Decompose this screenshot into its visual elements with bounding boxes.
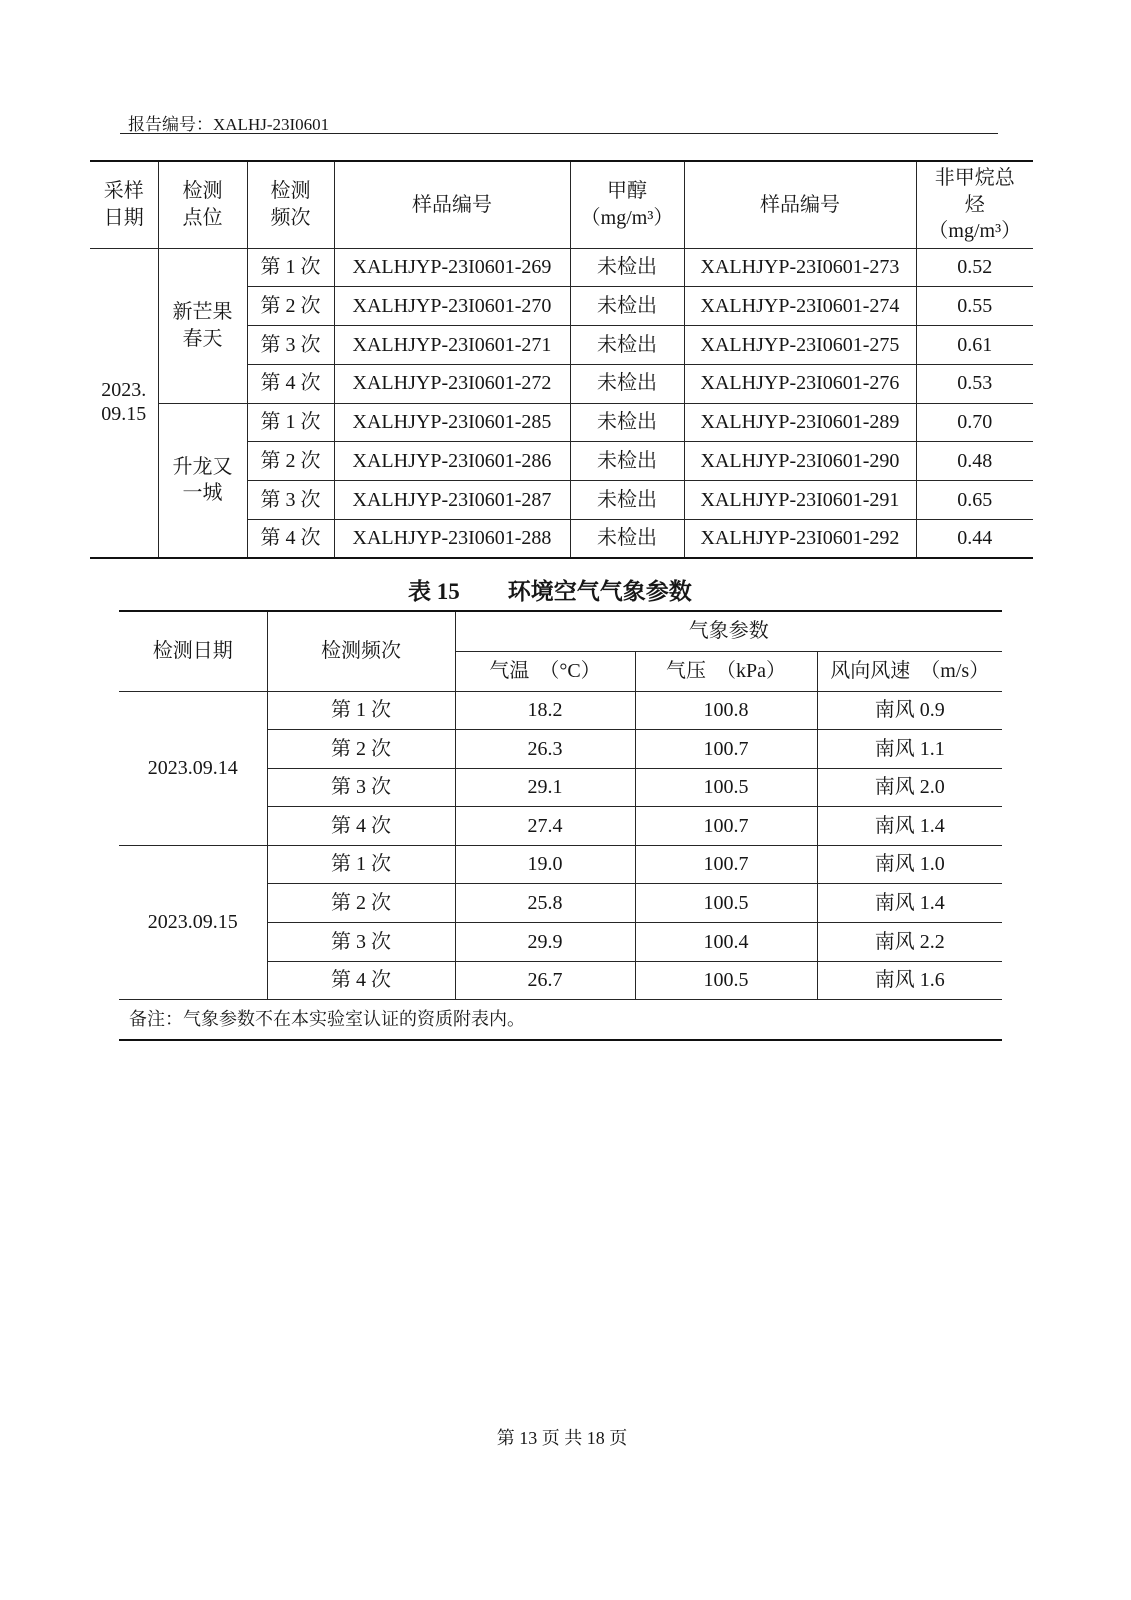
pressure-cell: 100.7 bbox=[635, 730, 817, 769]
methanol-value-cell: 未检出 bbox=[570, 442, 684, 481]
header-weather-parameters: 气象参数 bbox=[455, 611, 1002, 651]
sampling-date-cell-text: 2023.09.15 bbox=[101, 379, 147, 426]
pressure-cell: 100.8 bbox=[635, 691, 817, 730]
table-header-row bbox=[90, 161, 1033, 248]
frequency-cell: 第 2 次 bbox=[267, 730, 455, 769]
nmhc-sample-id-cell: XALHJYP-23I0601-290 bbox=[684, 442, 916, 481]
header-sampling-date bbox=[90, 161, 158, 248]
nmhc-value-cell: 0.55 bbox=[916, 287, 1033, 326]
temperature-cell: 26.3 bbox=[455, 730, 635, 769]
header-temperature: 气温 （°C） bbox=[455, 651, 635, 691]
table-row bbox=[119, 691, 1002, 730]
sampling-date-cell bbox=[90, 248, 158, 558]
frequency-cell: 第 4 次 bbox=[267, 807, 455, 846]
temperature-cell: 19.0 bbox=[455, 845, 635, 884]
wind-cell: 南风 1.6 bbox=[817, 961, 1002, 1000]
frequency-cell: 第 1 次 bbox=[267, 845, 455, 884]
remark-row bbox=[119, 1000, 1002, 1040]
temperature-cell: 29.1 bbox=[455, 768, 635, 807]
methanol-sample-id-cell: XALHJYP-23I0601-285 bbox=[334, 403, 570, 442]
table-title: 环境空气气象参数 bbox=[507, 579, 692, 604]
methanol-sample-id-cell: XALHJYP-23I0601-271 bbox=[334, 326, 570, 365]
frequency-cell: 第 2 次 bbox=[247, 287, 334, 326]
table-number: 表 15 bbox=[408, 579, 460, 604]
remark-cell: 备注：气象参数不在本实验室认证的资质附表内。 bbox=[119, 1000, 1002, 1040]
methanol-value-cell: 未检出 bbox=[570, 287, 684, 326]
header-test-frequency: 检测频次 bbox=[267, 611, 455, 691]
report-number: 报告编号：XALHJ-23I0601 bbox=[128, 115, 330, 134]
header-pressure: 气压 （kPa） bbox=[635, 651, 817, 691]
nmhc-sample-id-cell: XALHJYP-23I0601-276 bbox=[684, 364, 916, 403]
table-row bbox=[90, 248, 1033, 287]
frequency-cell: 第 3 次 bbox=[247, 481, 334, 520]
wind-cell: 南风 1.0 bbox=[817, 845, 1002, 884]
pressure-cell: 100.4 bbox=[635, 923, 817, 962]
frequency-cell: 第 4 次 bbox=[247, 364, 334, 403]
frequency-cell: 第 3 次 bbox=[267, 923, 455, 962]
header-sample-id: 样品编号 bbox=[334, 161, 570, 248]
header-methanol-name: 甲醇 bbox=[607, 180, 647, 203]
temperature-cell: 26.7 bbox=[455, 961, 635, 1000]
pressure-cell: 100.7 bbox=[635, 807, 817, 846]
frequency-cell: 第 3 次 bbox=[267, 768, 455, 807]
header-wind: 风向风速 （m/s） bbox=[817, 651, 1002, 691]
test-date-cell: 2023.09.15 bbox=[119, 845, 267, 999]
header-sample-id-2: 样品编号 bbox=[684, 161, 916, 248]
table-header-row bbox=[119, 611, 1002, 651]
weather-parameters-body bbox=[119, 691, 1002, 1040]
temperature-cell: 18.2 bbox=[455, 691, 635, 730]
frequency-cell: 第 1 次 bbox=[247, 403, 334, 442]
methanol-value-cell: 未检出 bbox=[570, 403, 684, 442]
header-nmhc bbox=[916, 161, 1033, 248]
methanol-value-cell: 未检出 bbox=[570, 481, 684, 520]
frequency-cell: 第 1 次 bbox=[267, 691, 455, 730]
sampling-point-cell-text: 升龙又一城 bbox=[172, 455, 233, 505]
pressure-cell: 100.5 bbox=[635, 768, 817, 807]
nmhc-sample-id-cell: XALHJYP-23I0601-275 bbox=[684, 326, 916, 365]
vocs-results-table bbox=[90, 160, 1033, 559]
sampling-point-cell-text: 新芒果春天 bbox=[172, 301, 233, 350]
header-sampling-date-text: 采样日期 bbox=[103, 180, 144, 229]
nmhc-value-cell: 0.44 bbox=[916, 519, 1033, 558]
methanol-sample-id-cell: XALHJYP-23I0601-269 bbox=[334, 248, 570, 287]
nmhc-value-cell: 0.61 bbox=[916, 326, 1033, 365]
nmhc-sample-id-cell: XALHJYP-23I0601-273 bbox=[684, 248, 916, 287]
frequency-cell: 第 2 次 bbox=[267, 884, 455, 923]
vocs-results-body bbox=[90, 248, 1033, 558]
methanol-value-cell: 未检出 bbox=[570, 519, 684, 558]
frequency-cell: 第 1 次 bbox=[247, 248, 334, 287]
temperature-cell: 25.8 bbox=[455, 884, 635, 923]
header-sampling-point bbox=[158, 161, 247, 248]
header-methanol bbox=[570, 161, 684, 248]
nmhc-value-cell: 0.53 bbox=[916, 364, 1033, 403]
pressure-cell: 100.7 bbox=[635, 845, 817, 884]
methanol-value-cell: 未检出 bbox=[570, 364, 684, 403]
methanol-sample-id-cell: XALHJYP-23I0601-288 bbox=[334, 519, 570, 558]
methanol-sample-id-cell: XALHJYP-23I0601-272 bbox=[334, 364, 570, 403]
frequency-cell: 第 3 次 bbox=[247, 326, 334, 365]
header-sampling-point-text: 检测点位 bbox=[182, 180, 223, 229]
page-number: 第 13 页 共 18 页 bbox=[496, 1428, 628, 1448]
wind-cell: 南风 1.4 bbox=[817, 884, 1002, 923]
wind-cell: 南风 1.4 bbox=[817, 807, 1002, 846]
table-15-caption bbox=[408, 573, 692, 606]
methanol-value-cell: 未检出 bbox=[570, 248, 684, 287]
wind-cell: 南风 2.2 bbox=[817, 923, 1002, 962]
weather-parameters-table bbox=[119, 610, 1002, 1041]
nmhc-sample-id-cell: XALHJYP-23I0601-291 bbox=[684, 481, 916, 520]
nmhc-sample-id-cell: XALHJYP-23I0601-274 bbox=[684, 287, 916, 326]
methanol-sample-id-cell: XALHJYP-23I0601-270 bbox=[334, 287, 570, 326]
nmhc-value-cell: 0.52 bbox=[916, 248, 1033, 287]
header-methanol-unit: （mg/m³） bbox=[580, 206, 674, 229]
nmhc-value-cell: 0.65 bbox=[916, 481, 1033, 520]
nmhc-value-cell: 0.48 bbox=[916, 442, 1033, 481]
wind-cell: 南风 2.0 bbox=[817, 768, 1002, 807]
frequency-cell: 第 4 次 bbox=[247, 519, 334, 558]
sampling-point-cell bbox=[158, 248, 247, 403]
pressure-cell: 100.5 bbox=[635, 884, 817, 923]
wind-cell: 南风 0.9 bbox=[817, 691, 1002, 730]
methanol-sample-id-cell: XALHJYP-23I0601-287 bbox=[334, 481, 570, 520]
header-frequency bbox=[247, 161, 334, 248]
sampling-point-cell bbox=[158, 403, 247, 558]
header-divider bbox=[120, 133, 998, 134]
wind-cell: 南风 1.1 bbox=[817, 730, 1002, 769]
frequency-cell: 第 4 次 bbox=[267, 961, 455, 1000]
methanol-sample-id-cell: XALHJYP-23I0601-286 bbox=[334, 442, 570, 481]
nmhc-sample-id-cell: XALHJYP-23I0601-292 bbox=[684, 519, 916, 558]
nmhc-sample-id-cell: XALHJYP-23I0601-289 bbox=[684, 403, 916, 442]
methanol-value-cell: 未检出 bbox=[570, 326, 684, 365]
pressure-cell: 100.5 bbox=[635, 961, 817, 1000]
header-nmhc-name: 非甲烷总烃 bbox=[934, 167, 1015, 216]
header-frequency-text: 检测频次 bbox=[270, 180, 311, 229]
frequency-cell: 第 2 次 bbox=[247, 442, 334, 481]
temperature-cell: 27.4 bbox=[455, 807, 635, 846]
table-row bbox=[90, 403, 1033, 442]
header-nmhc-unit: （mg/m³） bbox=[928, 219, 1022, 242]
nmhc-value-cell: 0.70 bbox=[916, 403, 1033, 442]
temperature-cell: 29.9 bbox=[455, 923, 635, 962]
table-row bbox=[119, 845, 1002, 884]
test-date-cell: 2023.09.14 bbox=[119, 691, 267, 845]
header-test-date: 检测日期 bbox=[119, 611, 267, 691]
